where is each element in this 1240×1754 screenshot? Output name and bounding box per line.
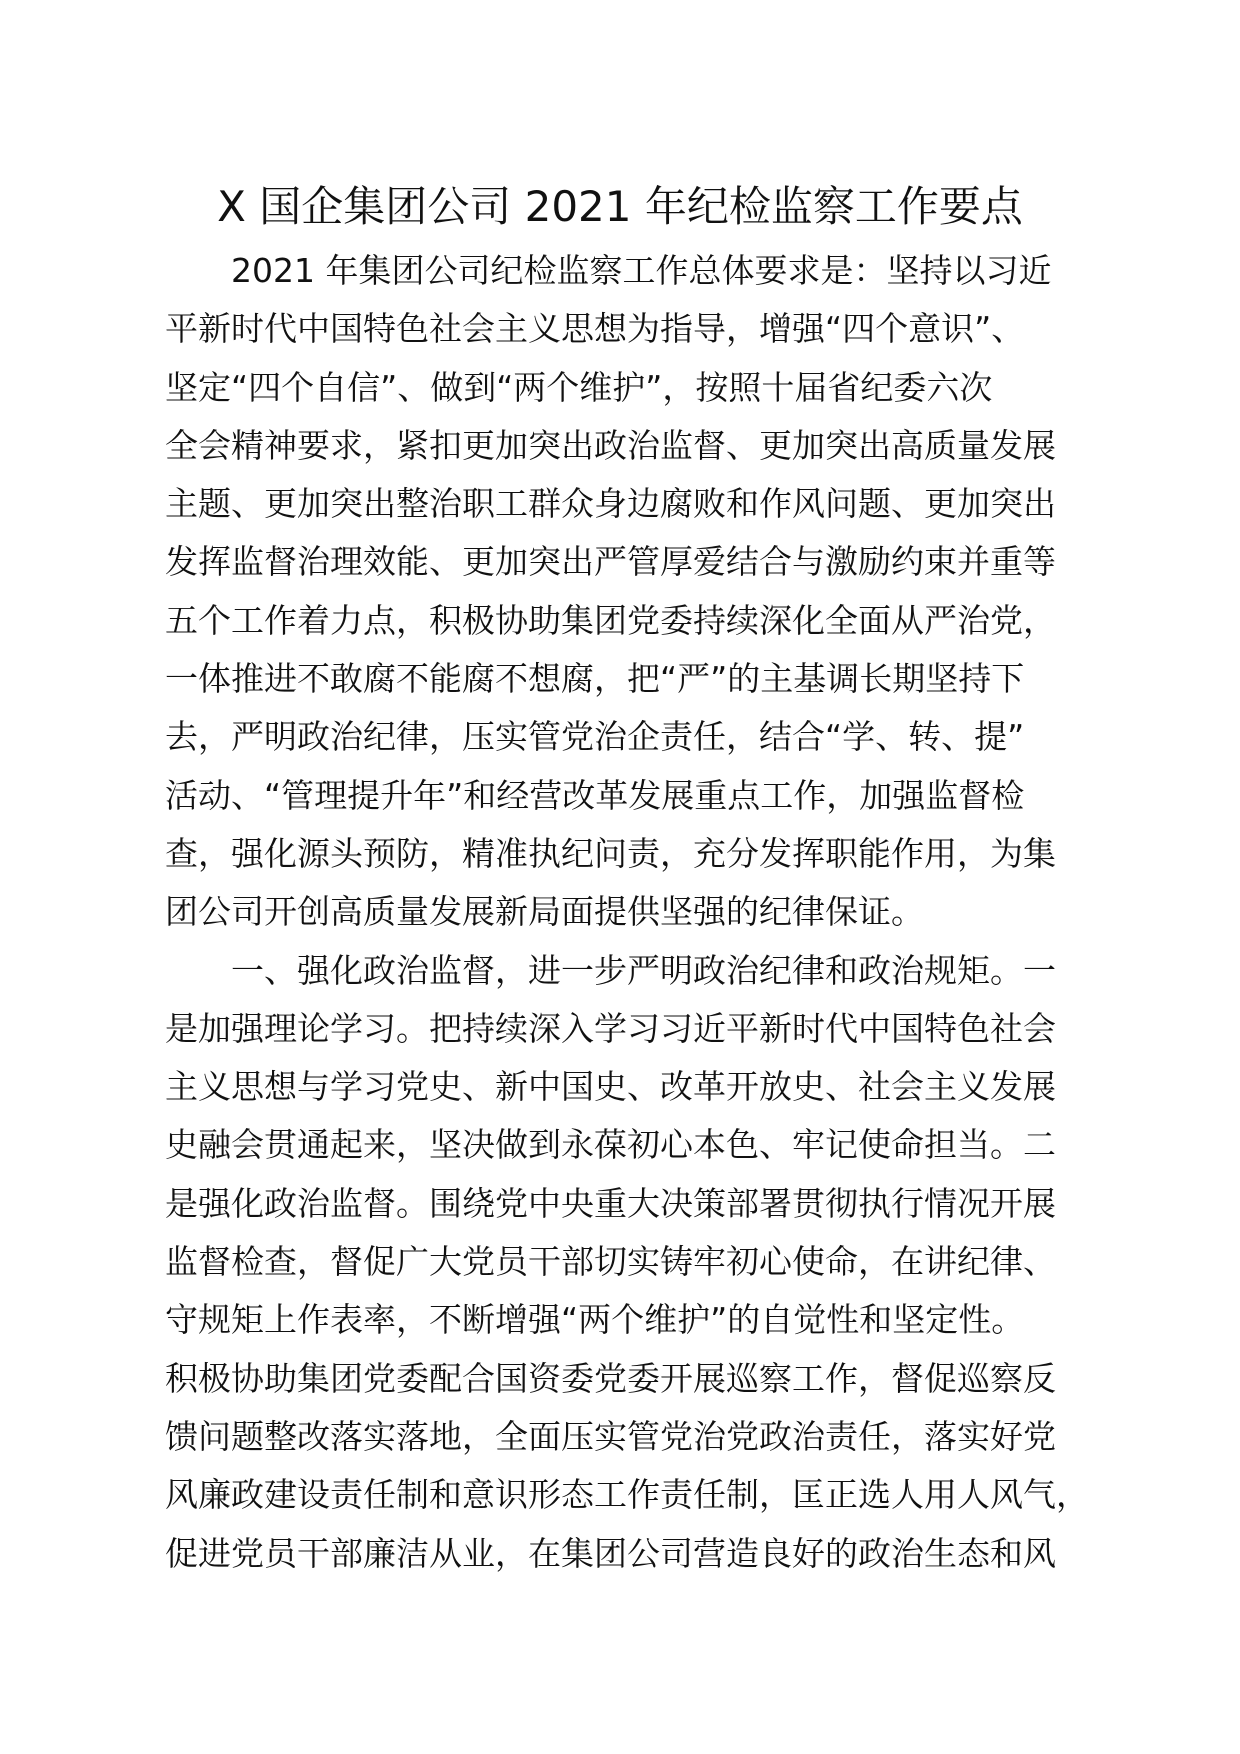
paragraph-1-line-5: 主题、更加突出整治职工群众身边腐败和作风问题、更加突出	[165, 484, 1056, 524]
paragraph-1-line-8: 一体推进不敢腐不能腐不想腐，把“严”的主基调长期坚持下	[165, 659, 1025, 699]
section-1-line-10: 风廉政建设责任制和意识形态工作责任制，匡正选人用人风气，	[165, 1475, 1089, 1515]
paragraph-1-line-3: 坚定“四个自信”、做到“两个维护”，按照十届省纪委六次	[165, 367, 993, 407]
paragraph-1-line-7: 五个工作着力点，积极协助集团党委持续深化全面从严治党，	[165, 600, 1056, 640]
section-1-line-9: 馈问题整改落实落地，全面压实管党治党政治责任，落实好党	[165, 1416, 1056, 1456]
paragraph-1-line-1: 2021 年集团公司纪检监察工作总体要求是：坚持以习近	[231, 251, 1052, 290]
section-1-line-7: 守规矩上作表率，不断增强“两个维护”的自觉性和坚定性。	[165, 1300, 1025, 1340]
section-1-line-4: 史融会贯通起来，坚决做到永葆初心本色、牢记使命担当。二	[165, 1125, 1056, 1165]
section-1-line-2: 是加强理论学习。把持续深入学习习近平新时代中国特色社会	[165, 1008, 1056, 1048]
paragraph-1-line-4: 全会精神要求，紧扣更加突出政治监督、更加突出高质量发展	[165, 425, 1056, 465]
section-1-line-3: 主义思想与学习党史、新中国史、改革开放史、社会主义发展	[165, 1067, 1056, 1107]
section-1-line-11: 促进党员干部廉洁从业，在集团公司营造良好的政治生态和风	[165, 1533, 1056, 1573]
paragraph-1-line-9: 去，严明政治纪律，压实管党治企责任，结合“学、转、提”	[165, 717, 1025, 757]
document-body	[165, 242, 1100, 1583]
section-1-line-5: 是强化政治监督。围绕党中央重大决策部署贯彻执行情况开展	[165, 1183, 1056, 1223]
paragraph-1-line-2: 平新时代中国特色社会主义思想为指导，增强“四个意识”、	[165, 309, 1025, 349]
paragraph-1-line-12: 团公司开创高质量发展新局面提供坚强的纪律保证。	[165, 892, 924, 932]
paragraph-1-line-6: 发挥监督治理效能、更加突出严管厚爱结合与激励约束并重等	[165, 542, 1056, 582]
paragraph-1-line-10: 活动、“管理提升年”和经营改革发展重点工作，加强监督检	[165, 775, 1025, 815]
paragraph-1-line-11: 查，强化源头预防，精准执纪问责，充分发挥职能作用，为集	[165, 833, 1056, 873]
section-1-line-6: 监督检查，督促广大党员干部切实铸牢初心使命，在讲纪律、	[165, 1242, 1056, 1282]
section-1-line-1: 一、强化政治监督，进一步严明政治纪律和政治规矩。一	[231, 950, 1056, 990]
document-title: X 国企集团公司 2021 年纪检监察工作要点	[217, 182, 1023, 231]
section-1-line-8: 积极协助集团党委配合国资委党委开展巡察工作，督促巡察反	[165, 1358, 1056, 1398]
